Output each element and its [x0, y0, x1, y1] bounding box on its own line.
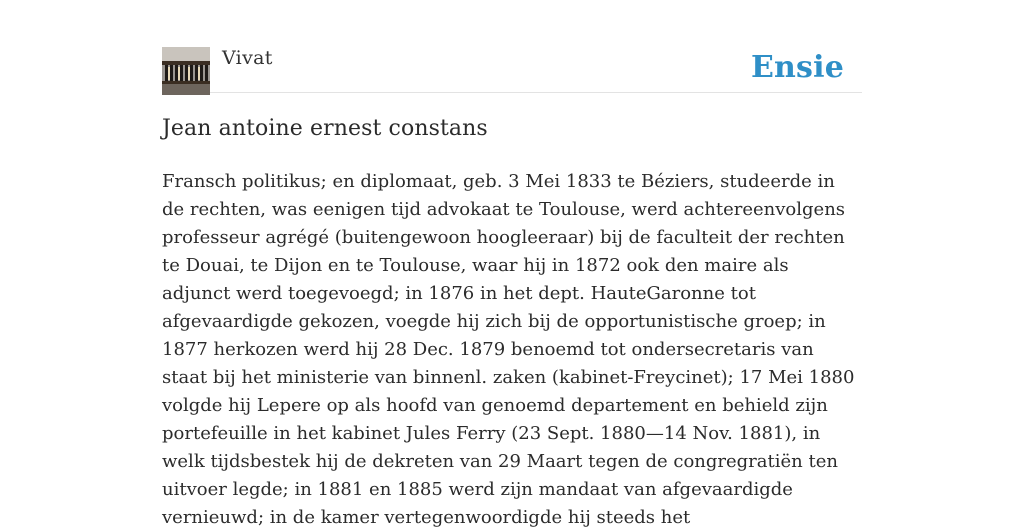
- author-name[interactable]: Vivat: [222, 47, 273, 69]
- avatar[interactable]: [162, 47, 210, 95]
- entry-title: Jean antoine ernest constans: [162, 116, 488, 141]
- page-header: [162, 46, 862, 93]
- library-bookshelf-icon: [162, 47, 210, 95]
- brand-logo[interactable]: Ensie: [750, 50, 844, 85]
- entry-body: Fransch politikus; en diplomaat, geb. 3 Mei 1833 te Béziers, studeerde in de rechten, was eenigen tijd advokaat te Toulouse, werd achtereenvolgens professeur agrégé (buitengewoon hoogleeraar) bij de faculteit der rechten te Douai, te Dijon en te Toulouse, waar hij in 1872 ook den maire als adjunct werd toegevoegd; in 1876 in het dept. HauteGaronne tot afgevaardigde gekozen, voegde hij zich bij de opportunistische groep; in 1877 herkozen werd hij 28 Dec. 1879 benoemd tot ondersecretaris van staat bij het ministerie van binnenl. zaken (kabinet-Freycinet); 17 Mei 1880 volgde hij Lepere op als hoofd van genoemd departement en behield zijn portefeuille in het kabinet Jules Ferry (23 Sept. 1880—14 Nov. 1881), in welk tijdsbestek hij de dekreten van 29 Maart tegen de congregratiën ten uitvoer legde; in 1881 en 1885 werd zijn mandaat van afgevaardigde vernieuwd; in de kamer vertegenwoordigde hij steeds het: [162, 171, 855, 528]
